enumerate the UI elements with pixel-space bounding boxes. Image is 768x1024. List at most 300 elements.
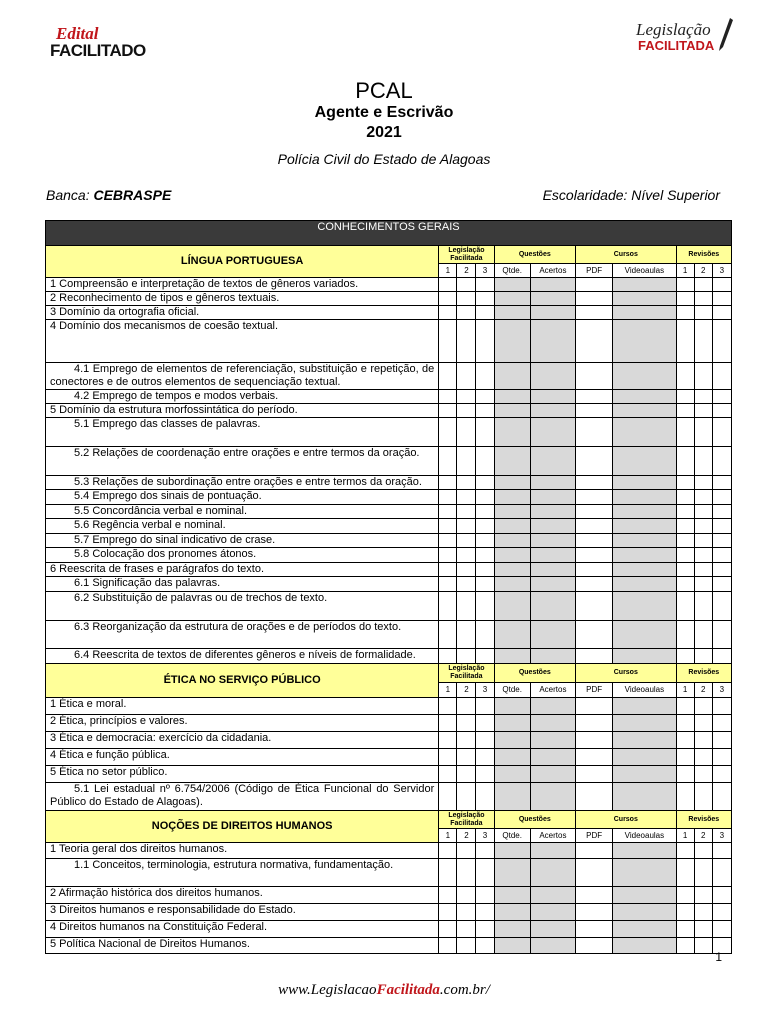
checkbox-cell[interactable]: [476, 766, 494, 783]
checkbox-cell[interactable]: [613, 404, 676, 418]
checkbox-cell[interactable]: [457, 404, 476, 418]
checkbox-cell[interactable]: [476, 698, 494, 715]
checkbox-cell[interactable]: [530, 938, 575, 954]
checkbox-cell[interactable]: [457, 698, 476, 715]
checkbox-cell[interactable]: [530, 505, 575, 519]
checkbox-cell[interactable]: [694, 292, 712, 306]
checkbox-cell[interactable]: [712, 921, 731, 938]
checkbox-cell[interactable]: [457, 563, 476, 577]
checkbox-cell[interactable]: [694, 732, 712, 749]
checkbox-cell[interactable]: [494, 490, 530, 505]
checkbox-cell[interactable]: [613, 390, 676, 404]
checkbox-cell[interactable]: [694, 938, 712, 954]
checkbox-cell[interactable]: [694, 749, 712, 766]
checkbox-cell[interactable]: [476, 843, 494, 859]
checkbox-cell[interactable]: [613, 749, 676, 766]
checkbox-cell[interactable]: [439, 859, 457, 887]
checkbox-cell[interactable]: [576, 938, 613, 954]
checkbox-cell[interactable]: [694, 715, 712, 732]
checkbox-cell[interactable]: [457, 843, 476, 859]
checkbox-cell[interactable]: [494, 749, 530, 766]
checkbox-cell[interactable]: [676, 519, 694, 534]
checkbox-cell[interactable]: [613, 843, 676, 859]
checkbox-cell[interactable]: [457, 418, 476, 447]
checkbox-cell[interactable]: [712, 490, 731, 505]
checkbox-cell[interactable]: [676, 292, 694, 306]
checkbox-cell[interactable]: [457, 938, 476, 954]
checkbox-cell[interactable]: [494, 548, 530, 563]
checkbox-cell[interactable]: [613, 418, 676, 447]
checkbox-cell[interactable]: [613, 548, 676, 563]
checkbox-cell[interactable]: [494, 938, 530, 954]
checkbox-cell[interactable]: [576, 563, 613, 577]
checkbox-cell[interactable]: [494, 390, 530, 404]
checkbox-cell[interactable]: [576, 390, 613, 404]
checkbox-cell[interactable]: [530, 320, 575, 363]
checkbox-cell[interactable]: [694, 476, 712, 490]
checkbox-cell[interactable]: [439, 476, 457, 490]
checkbox-cell[interactable]: [530, 904, 575, 921]
checkbox-cell[interactable]: [476, 563, 494, 577]
checkbox-cell[interactable]: [712, 320, 731, 363]
checkbox-cell[interactable]: [676, 904, 694, 921]
checkbox-cell[interactable]: [530, 887, 575, 904]
checkbox-cell[interactable]: [576, 320, 613, 363]
checkbox-cell[interactable]: [576, 505, 613, 519]
checkbox-cell[interactable]: [613, 649, 676, 664]
checkbox-cell[interactable]: [476, 592, 494, 621]
checkbox-cell[interactable]: [576, 577, 613, 592]
checkbox-cell[interactable]: [576, 887, 613, 904]
checkbox-cell[interactable]: [530, 278, 575, 292]
checkbox-cell[interactable]: [676, 887, 694, 904]
checkbox-cell[interactable]: [694, 783, 712, 811]
checkbox-cell[interactable]: [676, 563, 694, 577]
checkbox-cell[interactable]: [494, 783, 530, 811]
checkbox-cell[interactable]: [613, 490, 676, 505]
checkbox-cell[interactable]: [613, 534, 676, 548]
checkbox-cell[interactable]: [457, 505, 476, 519]
checkbox-cell[interactable]: [694, 843, 712, 859]
checkbox-cell[interactable]: [694, 859, 712, 887]
checkbox-cell[interactable]: [457, 363, 476, 390]
checkbox-cell[interactable]: [494, 887, 530, 904]
checkbox-cell[interactable]: [613, 938, 676, 954]
checkbox-cell[interactable]: [712, 592, 731, 621]
checkbox-cell[interactable]: [712, 766, 731, 783]
checkbox-cell[interactable]: [494, 563, 530, 577]
checkbox-cell[interactable]: [494, 404, 530, 418]
checkbox-cell[interactable]: [476, 548, 494, 563]
checkbox-cell[interactable]: [694, 592, 712, 621]
checkbox-cell[interactable]: [613, 447, 676, 476]
checkbox-cell[interactable]: [439, 621, 457, 649]
checkbox-cell[interactable]: [712, 887, 731, 904]
checkbox-cell[interactable]: [457, 447, 476, 476]
checkbox-cell[interactable]: [676, 621, 694, 649]
checkbox-cell[interactable]: [457, 783, 476, 811]
checkbox-cell[interactable]: [494, 766, 530, 783]
checkbox-cell[interactable]: [530, 749, 575, 766]
checkbox-cell[interactable]: [457, 278, 476, 292]
checkbox-cell[interactable]: [676, 390, 694, 404]
checkbox-cell[interactable]: [712, 649, 731, 664]
checkbox-cell[interactable]: [676, 490, 694, 505]
checkbox-cell[interactable]: [694, 534, 712, 548]
checkbox-cell[interactable]: [613, 621, 676, 649]
checkbox-cell[interactable]: [712, 505, 731, 519]
checkbox-cell[interactable]: [694, 921, 712, 938]
checkbox-cell[interactable]: [694, 278, 712, 292]
checkbox-cell[interactable]: [613, 592, 676, 621]
checkbox-cell[interactable]: [530, 577, 575, 592]
checkbox-cell[interactable]: [457, 766, 476, 783]
checkbox-cell[interactable]: [476, 715, 494, 732]
checkbox-cell[interactable]: [576, 363, 613, 390]
checkbox-cell[interactable]: [439, 292, 457, 306]
checkbox-cell[interactable]: [676, 505, 694, 519]
checkbox-cell[interactable]: [576, 621, 613, 649]
checkbox-cell[interactable]: [613, 519, 676, 534]
checkbox-cell[interactable]: [613, 715, 676, 732]
checkbox-cell[interactable]: [457, 534, 476, 548]
checkbox-cell[interactable]: [439, 548, 457, 563]
checkbox-cell[interactable]: [439, 577, 457, 592]
checkbox-cell[interactable]: [439, 278, 457, 292]
checkbox-cell[interactable]: [712, 563, 731, 577]
checkbox-cell[interactable]: [494, 292, 530, 306]
checkbox-cell[interactable]: [576, 715, 613, 732]
checkbox-cell[interactable]: [476, 390, 494, 404]
checkbox-cell[interactable]: [476, 306, 494, 320]
checkbox-cell[interactable]: [694, 390, 712, 404]
checkbox-cell[interactable]: [676, 715, 694, 732]
checkbox-cell[interactable]: [439, 698, 457, 715]
checkbox-cell[interactable]: [712, 732, 731, 749]
checkbox-cell[interactable]: [494, 418, 530, 447]
checkbox-cell[interactable]: [439, 715, 457, 732]
checkbox-cell[interactable]: [613, 577, 676, 592]
checkbox-cell[interactable]: [476, 490, 494, 505]
checkbox-cell[interactable]: [712, 278, 731, 292]
checkbox-cell[interactable]: [576, 278, 613, 292]
checkbox-cell[interactable]: [576, 418, 613, 447]
checkbox-cell[interactable]: [530, 715, 575, 732]
checkbox-cell[interactable]: [712, 548, 731, 563]
checkbox-cell[interactable]: [530, 534, 575, 548]
checkbox-cell[interactable]: [494, 843, 530, 859]
checkbox-cell[interactable]: [676, 534, 694, 548]
checkbox-cell[interactable]: [476, 320, 494, 363]
checkbox-cell[interactable]: [439, 783, 457, 811]
checkbox-cell[interactable]: [457, 292, 476, 306]
checkbox-cell[interactable]: [457, 306, 476, 320]
checkbox-cell[interactable]: [476, 363, 494, 390]
checkbox-cell[interactable]: [712, 783, 731, 811]
checkbox-cell[interactable]: [712, 749, 731, 766]
checkbox-cell[interactable]: [712, 715, 731, 732]
checkbox-cell[interactable]: [494, 904, 530, 921]
checkbox-cell[interactable]: [494, 921, 530, 938]
checkbox-cell[interactable]: [712, 447, 731, 476]
checkbox-cell[interactable]: [494, 732, 530, 749]
checkbox-cell[interactable]: [476, 938, 494, 954]
checkbox-cell[interactable]: [613, 476, 676, 490]
checkbox-cell[interactable]: [712, 418, 731, 447]
checkbox-cell[interactable]: [457, 490, 476, 505]
checkbox-cell[interactable]: [694, 447, 712, 476]
checkbox-cell[interactable]: [694, 563, 712, 577]
checkbox-cell[interactable]: [439, 390, 457, 404]
checkbox-cell[interactable]: [676, 859, 694, 887]
checkbox-cell[interactable]: [457, 921, 476, 938]
checkbox-cell[interactable]: [613, 320, 676, 363]
checkbox-cell[interactable]: [439, 320, 457, 363]
checkbox-cell[interactable]: [439, 938, 457, 954]
checkbox-cell[interactable]: [676, 363, 694, 390]
checkbox-cell[interactable]: [476, 292, 494, 306]
checkbox-cell[interactable]: [494, 447, 530, 476]
checkbox-cell[interactable]: [530, 390, 575, 404]
checkbox-cell[interactable]: [476, 621, 494, 649]
checkbox-cell[interactable]: [694, 418, 712, 447]
checkbox-cell[interactable]: [576, 490, 613, 505]
checkbox-cell[interactable]: [712, 519, 731, 534]
checkbox-cell[interactable]: [576, 698, 613, 715]
checkbox-cell[interactable]: [676, 938, 694, 954]
checkbox-cell[interactable]: [613, 292, 676, 306]
checkbox-cell[interactable]: [576, 519, 613, 534]
checkbox-cell[interactable]: [576, 476, 613, 490]
checkbox-cell[interactable]: [439, 732, 457, 749]
checkbox-cell[interactable]: [476, 534, 494, 548]
checkbox-cell[interactable]: [457, 859, 476, 887]
checkbox-cell[interactable]: [530, 548, 575, 563]
checkbox-cell[interactable]: [439, 505, 457, 519]
checkbox-cell[interactable]: [613, 766, 676, 783]
checkbox-cell[interactable]: [676, 548, 694, 563]
checkbox-cell[interactable]: [694, 519, 712, 534]
checkbox-cell[interactable]: [694, 621, 712, 649]
checkbox-cell[interactable]: [712, 698, 731, 715]
checkbox-cell[interactable]: [576, 843, 613, 859]
checkbox-cell[interactable]: [712, 859, 731, 887]
checkbox-cell[interactable]: [613, 859, 676, 887]
checkbox-cell[interactable]: [613, 698, 676, 715]
checkbox-cell[interactable]: [694, 577, 712, 592]
checkbox-cell[interactable]: [530, 490, 575, 505]
checkbox-cell[interactable]: [476, 505, 494, 519]
checkbox-cell[interactable]: [494, 577, 530, 592]
checkbox-cell[interactable]: [694, 505, 712, 519]
checkbox-cell[interactable]: [694, 404, 712, 418]
checkbox-cell[interactable]: [576, 534, 613, 548]
checkbox-cell[interactable]: [457, 592, 476, 621]
checkbox-cell[interactable]: [530, 921, 575, 938]
checkbox-cell[interactable]: [457, 904, 476, 921]
checkbox-cell[interactable]: [676, 404, 694, 418]
checkbox-cell[interactable]: [530, 292, 575, 306]
checkbox-cell[interactable]: [576, 783, 613, 811]
checkbox-cell[interactable]: [439, 418, 457, 447]
checkbox-cell[interactable]: [576, 592, 613, 621]
checkbox-cell[interactable]: [530, 843, 575, 859]
checkbox-cell[interactable]: [494, 306, 530, 320]
checkbox-cell[interactable]: [457, 519, 476, 534]
checkbox-cell[interactable]: [676, 921, 694, 938]
checkbox-cell[interactable]: [530, 519, 575, 534]
checkbox-cell[interactable]: [676, 577, 694, 592]
checkbox-cell[interactable]: [439, 649, 457, 664]
checkbox-cell[interactable]: [694, 363, 712, 390]
checkbox-cell[interactable]: [476, 476, 494, 490]
checkbox-cell[interactable]: [530, 306, 575, 320]
checkbox-cell[interactable]: [494, 534, 530, 548]
checkbox-cell[interactable]: [476, 749, 494, 766]
checkbox-cell[interactable]: [576, 904, 613, 921]
checkbox-cell[interactable]: [576, 447, 613, 476]
checkbox-cell[interactable]: [712, 621, 731, 649]
checkbox-cell[interactable]: [613, 505, 676, 519]
checkbox-cell[interactable]: [494, 621, 530, 649]
checkbox-cell[interactable]: [457, 732, 476, 749]
checkbox-cell[interactable]: [457, 887, 476, 904]
checkbox-cell[interactable]: [494, 592, 530, 621]
checkbox-cell[interactable]: [613, 363, 676, 390]
checkbox-cell[interactable]: [494, 363, 530, 390]
checkbox-cell[interactable]: [439, 592, 457, 621]
checkbox-cell[interactable]: [613, 732, 676, 749]
checkbox-cell[interactable]: [530, 592, 575, 621]
checkbox-cell[interactable]: [676, 320, 694, 363]
checkbox-cell[interactable]: [530, 404, 575, 418]
checkbox-cell[interactable]: [712, 404, 731, 418]
checkbox-cell[interactable]: [439, 404, 457, 418]
checkbox-cell[interactable]: [494, 715, 530, 732]
checkbox-cell[interactable]: [694, 698, 712, 715]
checkbox-cell[interactable]: [712, 363, 731, 390]
checkbox-cell[interactable]: [439, 490, 457, 505]
checkbox-cell[interactable]: [476, 278, 494, 292]
checkbox-cell[interactable]: [494, 698, 530, 715]
checkbox-cell[interactable]: [613, 563, 676, 577]
checkbox-cell[interactable]: [457, 390, 476, 404]
checkbox-cell[interactable]: [712, 390, 731, 404]
checkbox-cell[interactable]: [439, 534, 457, 548]
checkbox-cell[interactable]: [694, 320, 712, 363]
checkbox-cell[interactable]: [494, 476, 530, 490]
checkbox-cell[interactable]: [576, 649, 613, 664]
checkbox-cell[interactable]: [694, 306, 712, 320]
checkbox-cell[interactable]: [457, 320, 476, 363]
checkbox-cell[interactable]: [494, 320, 530, 363]
checkbox-cell[interactable]: [530, 563, 575, 577]
checkbox-cell[interactable]: [530, 649, 575, 664]
checkbox-cell[interactable]: [676, 592, 694, 621]
checkbox-cell[interactable]: [494, 859, 530, 887]
checkbox-cell[interactable]: [439, 843, 457, 859]
checkbox-cell[interactable]: [439, 363, 457, 390]
checkbox-cell[interactable]: [676, 476, 694, 490]
checkbox-cell[interactable]: [439, 887, 457, 904]
checkbox-cell[interactable]: [676, 649, 694, 664]
checkbox-cell[interactable]: [576, 404, 613, 418]
checkbox-cell[interactable]: [439, 447, 457, 476]
checkbox-cell[interactable]: [476, 418, 494, 447]
checkbox-cell[interactable]: [576, 859, 613, 887]
checkbox-cell[interactable]: [576, 292, 613, 306]
checkbox-cell[interactable]: [712, 534, 731, 548]
checkbox-cell[interactable]: [476, 447, 494, 476]
checkbox-cell[interactable]: [694, 649, 712, 664]
checkbox-cell[interactable]: [530, 447, 575, 476]
checkbox-cell[interactable]: [476, 649, 494, 664]
checkbox-cell[interactable]: [530, 783, 575, 811]
checkbox-cell[interactable]: [576, 749, 613, 766]
checkbox-cell[interactable]: [712, 843, 731, 859]
checkbox-cell[interactable]: [530, 859, 575, 887]
checkbox-cell[interactable]: [530, 363, 575, 390]
checkbox-cell[interactable]: [530, 766, 575, 783]
checkbox-cell[interactable]: [576, 306, 613, 320]
checkbox-cell[interactable]: [439, 766, 457, 783]
checkbox-cell[interactable]: [712, 292, 731, 306]
checkbox-cell[interactable]: [676, 749, 694, 766]
checkbox-cell[interactable]: [694, 490, 712, 505]
checkbox-cell[interactable]: [712, 577, 731, 592]
checkbox-cell[interactable]: [712, 476, 731, 490]
checkbox-cell[interactable]: [530, 476, 575, 490]
checkbox-cell[interactable]: [530, 732, 575, 749]
checkbox-cell[interactable]: [613, 783, 676, 811]
checkbox-cell[interactable]: [530, 698, 575, 715]
checkbox-cell[interactable]: [694, 548, 712, 563]
checkbox-cell[interactable]: [694, 887, 712, 904]
checkbox-cell[interactable]: [494, 649, 530, 664]
checkbox-cell[interactable]: [676, 278, 694, 292]
checkbox-cell[interactable]: [494, 519, 530, 534]
checkbox-cell[interactable]: [476, 783, 494, 811]
checkbox-cell[interactable]: [476, 904, 494, 921]
checkbox-cell[interactable]: [613, 306, 676, 320]
checkbox-cell[interactable]: [476, 732, 494, 749]
checkbox-cell[interactable]: [712, 306, 731, 320]
checkbox-cell[interactable]: [439, 519, 457, 534]
checkbox-cell[interactable]: [457, 749, 476, 766]
checkbox-cell[interactable]: [439, 749, 457, 766]
checkbox-cell[interactable]: [576, 548, 613, 563]
checkbox-cell[interactable]: [457, 621, 476, 649]
checkbox-cell[interactable]: [613, 904, 676, 921]
checkbox-cell[interactable]: [457, 649, 476, 664]
checkbox-cell[interactable]: [476, 519, 494, 534]
checkbox-cell[interactable]: [676, 766, 694, 783]
checkbox-cell[interactable]: [613, 921, 676, 938]
checkbox-cell[interactable]: [694, 766, 712, 783]
checkbox-cell[interactable]: [676, 306, 694, 320]
checkbox-cell[interactable]: [439, 904, 457, 921]
checkbox-cell[interactable]: [694, 904, 712, 921]
checkbox-cell[interactable]: [439, 921, 457, 938]
checkbox-cell[interactable]: [712, 904, 731, 921]
checkbox-cell[interactable]: [439, 306, 457, 320]
checkbox-cell[interactable]: [476, 859, 494, 887]
checkbox-cell[interactable]: [494, 505, 530, 519]
checkbox-cell[interactable]: [530, 418, 575, 447]
checkbox-cell[interactable]: [676, 447, 694, 476]
checkbox-cell[interactable]: [476, 887, 494, 904]
checkbox-cell[interactable]: [576, 921, 613, 938]
